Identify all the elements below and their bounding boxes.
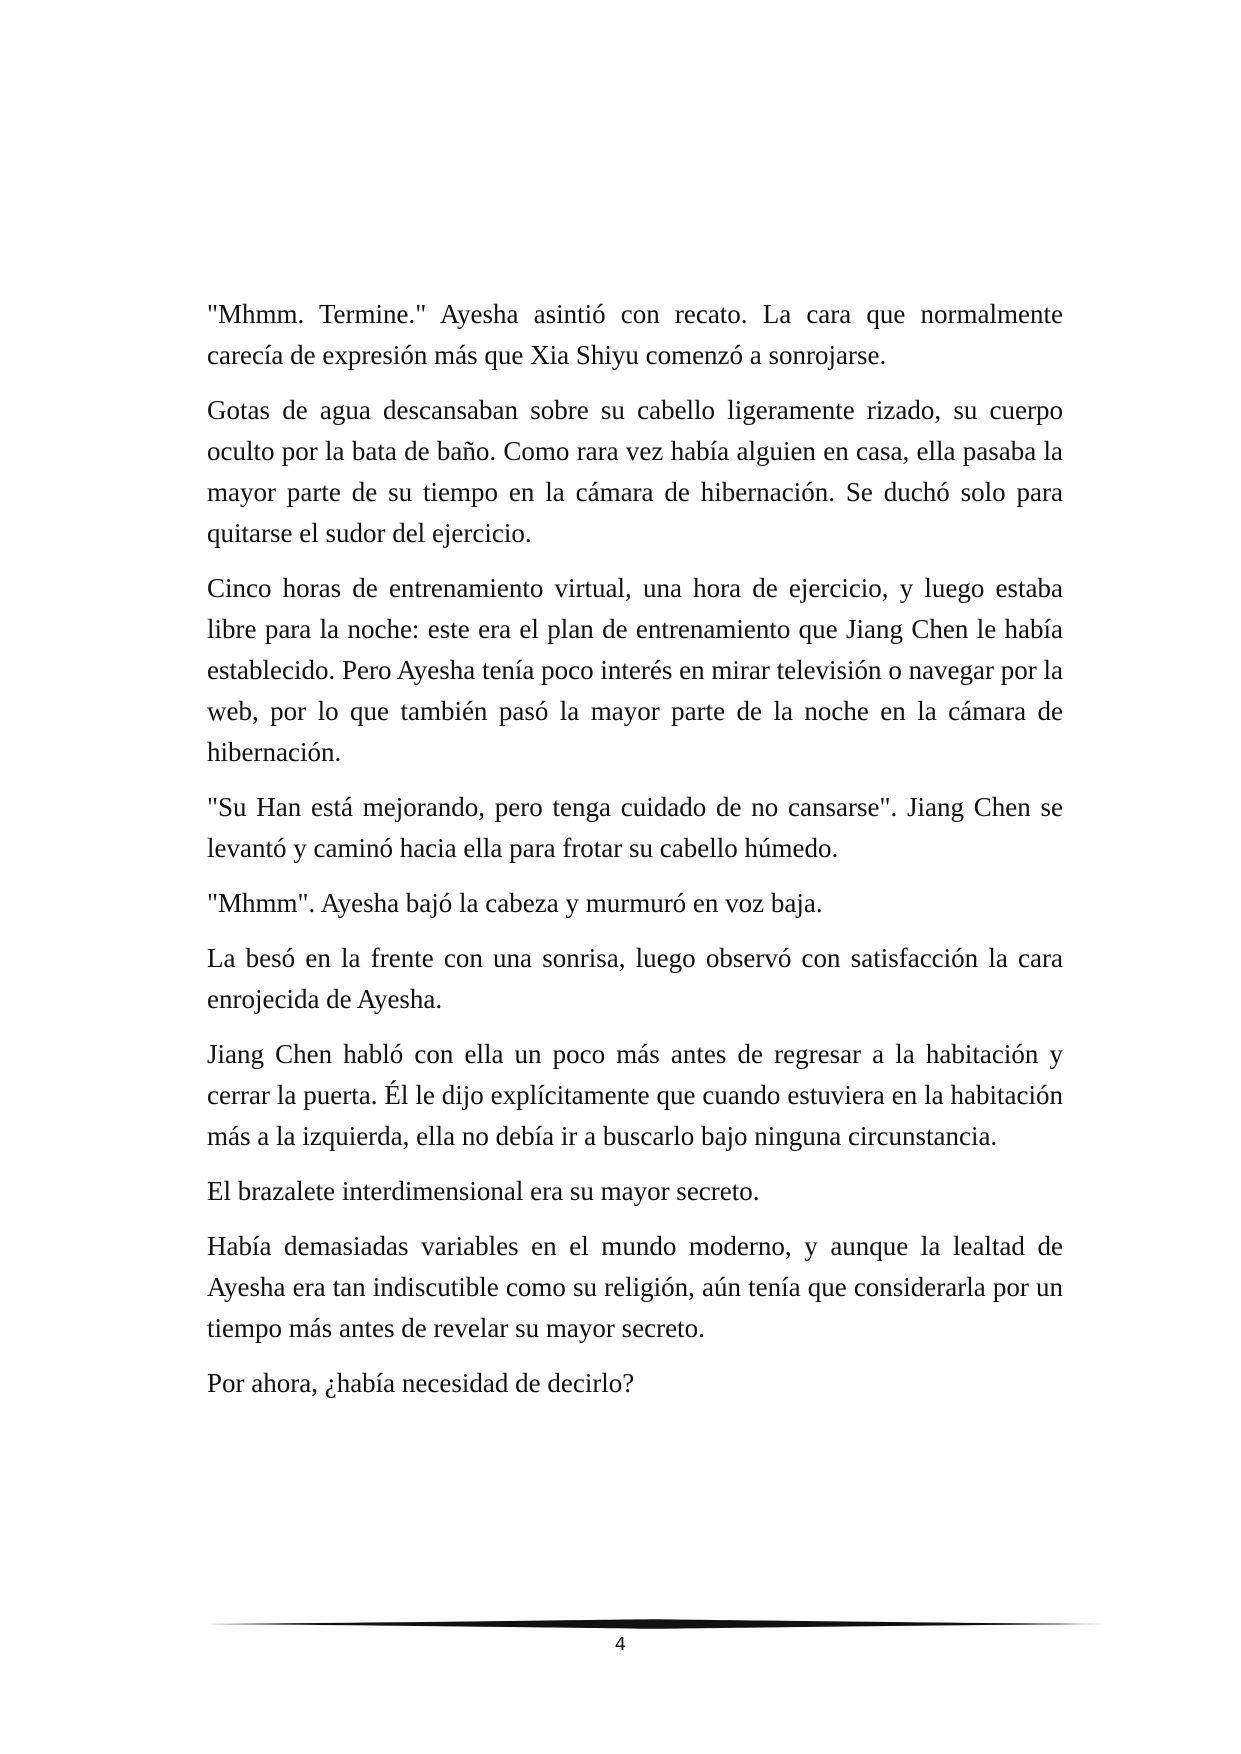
paragraph-6: La besó en la frente con una sonrisa, luego observó con satisfacción la cara enrojecida de Ayesha.	[207, 943, 1063, 1014]
paragraph-2: Gotas de agua descansaban sobre su cabello ligeramente rizado, su cuerpo oculto por la bata de baño. Como rara vez había alguien en casa, ella pasaba la mayor parte de su tiempo en la cámara de hibernación. Se duchó solo para quitarse el sudor del ejercicio.	[207, 395, 1063, 548]
footer-divider	[205, 1617, 1105, 1631]
paragraph-9: Había demasiadas variables en el mundo moderno, y aunque la lealtad de Ayesha era tan indiscutible como su religión, aún tenía que considerarla por un tiempo más antes de revelar su mayor secreto.	[207, 1231, 1063, 1343]
body-text	[207, 294, 1063, 1418]
paragraph-7: Jiang Chen habló con ella un poco más antes de regresar a la habitación y cerrar la puerta. Él le dijo explícitamente que cuando estuviera en la habitación más a la izquierda, ella no debía ir a buscarlo bajo ninguna circunstancia.	[207, 1039, 1063, 1151]
paragraph-5: "Mhmm". Ayesha bajó la cabeza y murmuró en voz baja.	[207, 888, 823, 918]
paragraph-10: Por ahora, ¿había necesidad de decirlo?	[207, 1368, 635, 1398]
paragraph-3: Cinco horas de entrenamiento virtual, una hora de ejercicio, y luego estaba libre para la noche: este era el plan de entrenamiento que Jiang Chen le había establecido. Pero Ayesha tenía poco interés en mirar televisión o navegar por la web, por lo que también pasó la mayor parte de la noche en la cámara de hibernación.	[207, 573, 1063, 767]
paragraph-8: El brazalete interdimensional era su mayor secreto.	[207, 1176, 760, 1206]
paragraph-4: "Su Han está mejorando, pero tenga cuidado de no cansarse". Jiang Chen se levantó y caminó hacia ella para frotar su cabello húmedo.	[207, 792, 1063, 863]
page-number: 4	[614, 1634, 627, 1655]
paragraph-1: "Mhmm. Termine." Ayesha asintió con recato. La cara que normalmente carecía de expresión más que Xia Shiyu comenzó a sonrojarse.	[207, 299, 1063, 370]
